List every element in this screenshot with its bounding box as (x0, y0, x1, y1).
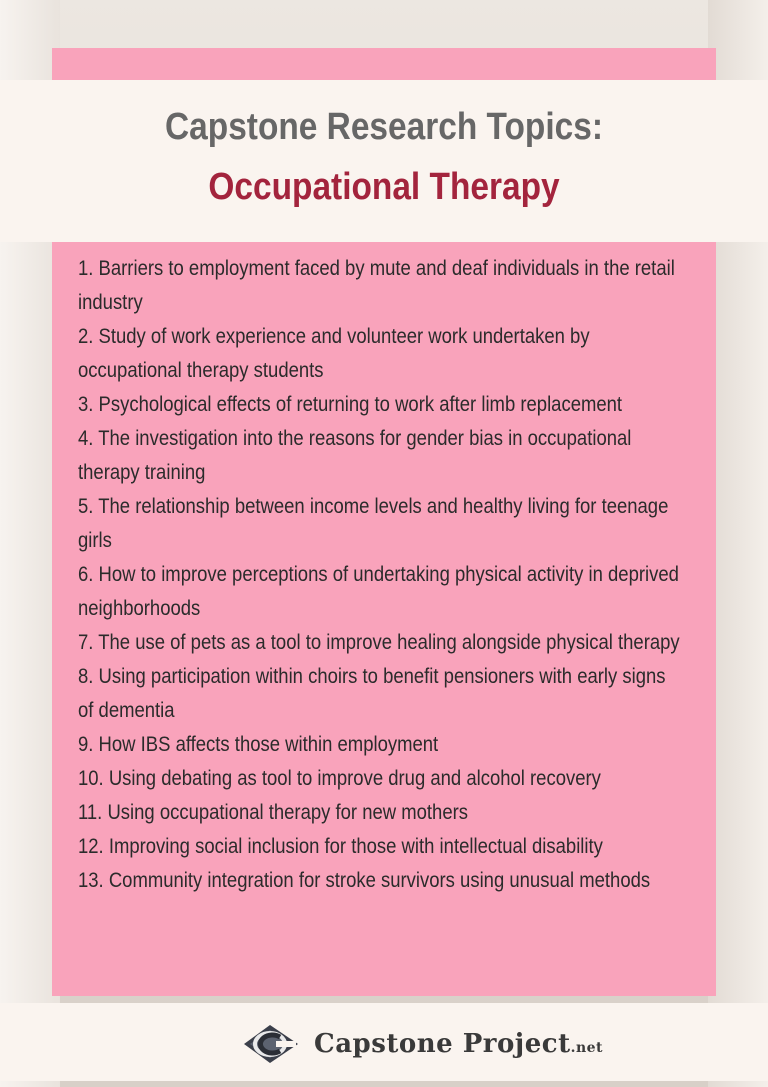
capstone-logo-icon (240, 1021, 302, 1067)
list-item: 3. Psychological effects of returning to work after limb replacement (78, 393, 623, 416)
topic-list (78, 252, 718, 898)
title-band (0, 80, 768, 242)
list-item: 13. Community integration for stroke survivors using unusual methods (78, 869, 651, 892)
list-item: 5. The relationship between income levels and healthy living for teenage girls (78, 495, 669, 552)
list-item: 2. Study of work experience and volunteer work undertaken by occupational therapy students (78, 325, 590, 382)
list-item: 12. Improving social inclusion for those with intellectual disability (78, 835, 603, 858)
brand-logo[interactable] (240, 1021, 603, 1067)
brand-name: Capstone Project.net (314, 1029, 604, 1059)
list-item: 9. How IBS affects those within employment (78, 733, 439, 756)
page-subtitle: Occupational Therapy (208, 166, 560, 208)
brand-suffix: .net (570, 1040, 604, 1056)
footer-band (0, 1003, 768, 1081)
list-item: 4. The investigation into the reasons for gender bias in occupational therapy training (78, 427, 632, 484)
list-item: 7. The use of pets as a tool to improve healing alongside physical therapy (78, 631, 680, 654)
page-title: Capstone Research Topics: (165, 106, 603, 148)
list-item: 8. Using participation within choirs to benefit pensioners with early signs of dementia (78, 665, 666, 722)
list-item: 11. Using occupational therapy for new mothers (78, 801, 469, 824)
list-item: 10. Using debating as tool to improve drug and alcohol recovery (78, 767, 601, 790)
list-item: 1. Barriers to employment faced by mute and deaf individuals in the retail industry (78, 257, 675, 314)
list-item: 6. How to improve perceptions of undertaking physical activity in deprived neighborhoods (78, 563, 679, 620)
